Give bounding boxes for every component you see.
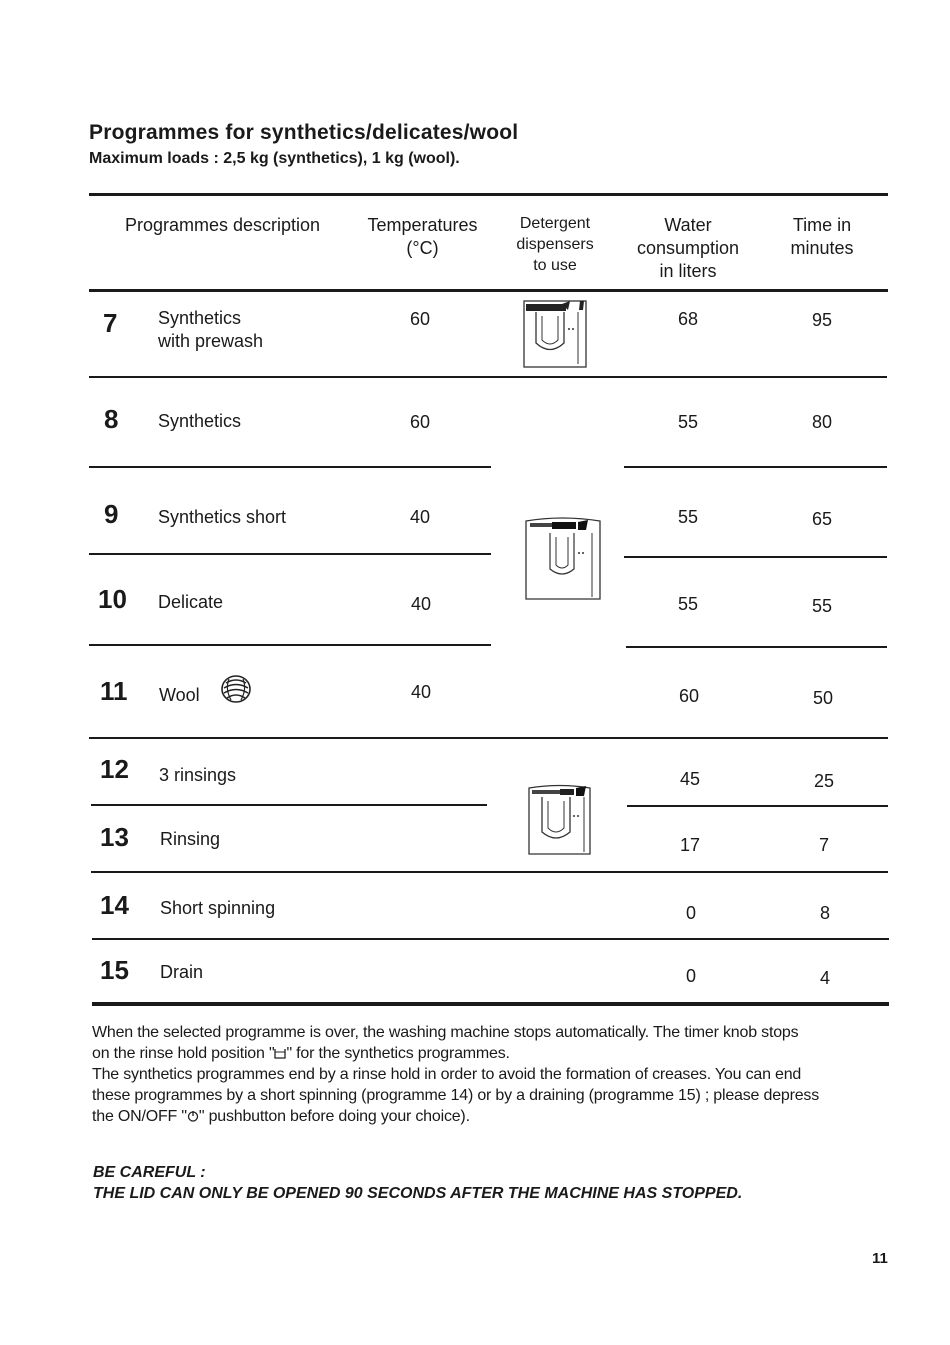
rinse-hold-icon xyxy=(274,1047,286,1059)
header-description: Programmes description xyxy=(124,215,321,235)
water-value: 60 xyxy=(678,686,700,706)
warning-label: BE CAREFUL : xyxy=(93,1164,206,1181)
water-value: 0 xyxy=(685,903,696,923)
time-value: 8 xyxy=(819,903,830,923)
programme-number: 13 xyxy=(100,822,129,852)
row-divider xyxy=(89,466,491,468)
programme-description: Synthetics short xyxy=(158,507,287,527)
programme-description: 3 rinsings xyxy=(159,765,237,785)
time-value: 4 xyxy=(819,968,830,988)
water-value: 55 xyxy=(677,507,699,527)
table-bottom-rule xyxy=(92,1002,889,1006)
page-title: Programmes for synthetics/delicates/wool xyxy=(89,121,519,144)
temperature-value: 40 xyxy=(410,682,432,702)
header-water: Water consumption in liters xyxy=(636,215,740,281)
header-detergent: Detergent dispensers to use xyxy=(516,215,594,274)
row-divider xyxy=(89,644,491,646)
programme-number: 12 xyxy=(100,754,129,784)
table-top-rule xyxy=(89,193,888,196)
time-value: 25 xyxy=(813,771,835,791)
water-value: 68 xyxy=(677,309,699,329)
explanation-paragraph: When the selected programme is over, the washing machine stops automatically. The timer knob stops on the rinse hold position " " for the synthetics programmes. The synthetics programmes end by a rinse hold in order to avoid the formation of creases. You can end these programmes by a short spinning (programme 14) or by a draining (programme 15) ; please depress the ON/OFF " " pushbutton before doing your choice). xyxy=(92,1024,820,1125)
row-divider xyxy=(89,376,887,378)
programme-description: Rinsing xyxy=(160,829,221,849)
page-number: 11 xyxy=(872,1250,888,1267)
programme-number: 10 xyxy=(98,584,127,614)
power-icon xyxy=(187,1110,199,1122)
row-divider xyxy=(626,646,887,648)
time-value: 55 xyxy=(811,596,833,616)
header-time: Time in minutes xyxy=(790,215,854,258)
header-temperatures: Temperatures (°C) xyxy=(367,215,478,258)
programme-description: Wool xyxy=(159,685,200,705)
row-divider xyxy=(92,938,889,940)
programme-number: 11 xyxy=(100,676,128,706)
programme-number: 9 xyxy=(104,499,119,529)
warning-text: THE LID CAN ONLY BE OPENED 90 SECONDS AFTER THE MACHINE HAS STOPPED. xyxy=(93,1185,743,1202)
temperature-value: 60 xyxy=(409,309,431,329)
programme-number: 8 xyxy=(104,404,119,434)
wool-symbol-icon xyxy=(219,673,253,705)
temperature-value: 40 xyxy=(410,594,432,614)
page-subtitle: Maximum loads : 2,5 kg (synthetics), 1 kg (wool). xyxy=(89,150,460,167)
time-value: 50 xyxy=(812,688,834,708)
detergent-dispenser-prewash-icon xyxy=(522,298,588,370)
programme-number: 14 xyxy=(100,890,129,920)
programme-description: Short spinning xyxy=(160,898,276,918)
row-divider xyxy=(91,804,487,806)
row-divider xyxy=(627,805,888,807)
row-divider xyxy=(624,466,887,468)
water-value: 55 xyxy=(677,594,699,614)
row-divider xyxy=(89,553,491,555)
time-value: 80 xyxy=(811,412,833,432)
header-bottom-rule xyxy=(89,289,888,292)
detergent-dispenser-main-icon xyxy=(522,513,604,603)
detergent-dispenser-softener-icon xyxy=(526,782,594,858)
row-divider xyxy=(91,871,888,873)
temperature-value: 60 xyxy=(409,412,431,432)
time-value: 7 xyxy=(818,835,829,855)
programme-description: Synthetics with prewash xyxy=(158,308,264,351)
programme-number: 7 xyxy=(103,308,118,338)
programme-number: 15 xyxy=(100,955,129,985)
row-divider xyxy=(89,737,888,739)
programme-description: Drain xyxy=(160,962,204,982)
time-value: 95 xyxy=(811,310,833,330)
water-value: 0 xyxy=(685,966,696,986)
row-divider xyxy=(624,556,887,558)
water-value: 17 xyxy=(679,835,701,855)
water-value: 55 xyxy=(677,412,699,432)
programme-description: Delicate xyxy=(158,592,224,612)
time-value: 65 xyxy=(811,509,833,529)
water-value: 45 xyxy=(679,769,701,789)
programme-description: Synthetics xyxy=(158,411,242,431)
temperature-value: 40 xyxy=(409,507,431,527)
